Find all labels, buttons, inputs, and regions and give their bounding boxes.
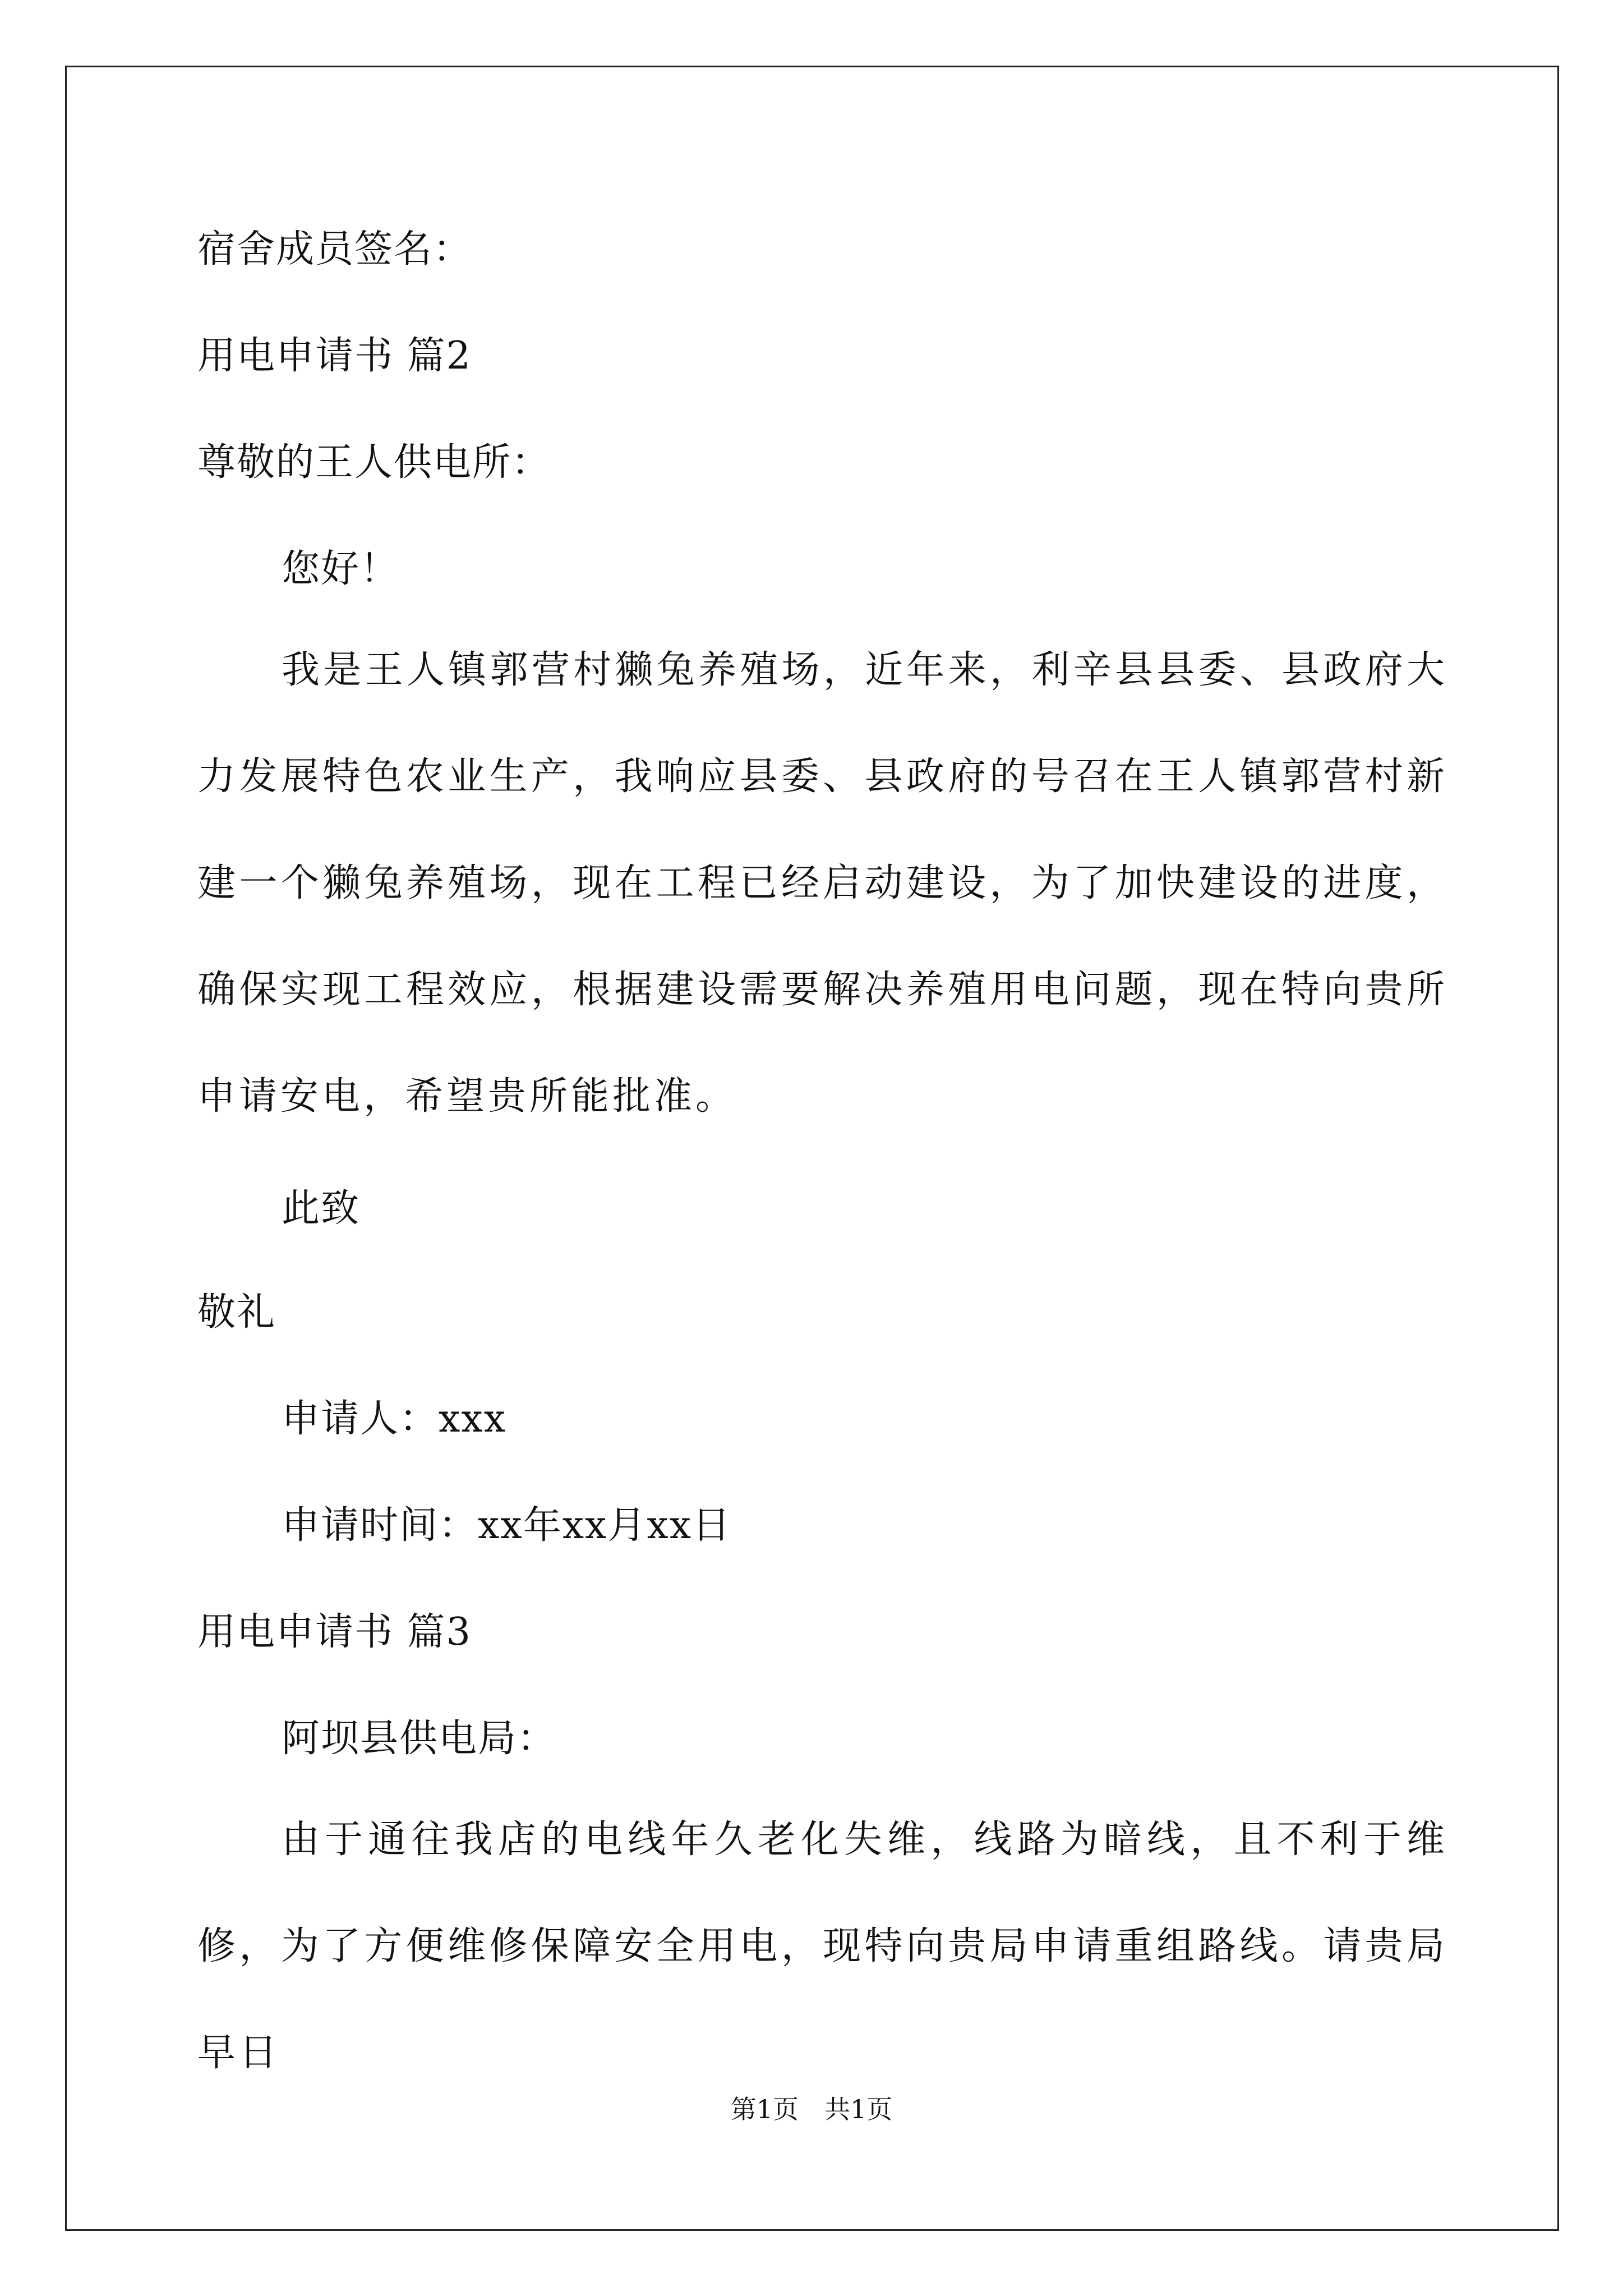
closing-line-1: 此致: [282, 1186, 361, 1231]
salutation-2: 尊敬的王人供电所：: [197, 440, 551, 485]
date-line: 申请时间：xx年xx月xx日: [282, 1503, 732, 1548]
section-title-3: 用电申请书 篇3: [197, 1610, 472, 1654]
page-footer: 第1页 共1页: [730, 2094, 893, 2124]
signature-line: 宿舍成员签名：: [197, 227, 473, 272]
section-title-2: 用电申请书 篇2: [197, 334, 472, 378]
closing-line-2: 敬礼: [197, 1290, 276, 1335]
body-paragraph-3: 由于通往我店的电线年久老化失维，线路为暗线，且不利于维修，为了方便维修保障安全用电，现特向贵局申请重组路线。请贵局早日: [197, 1818, 1448, 2075]
body-paragraph-2: 我是王人镇郭营村獭兔养殖场，近年来，利辛县县委、县政府大力发展特色农业生产，我响应县委、县政府的号召在王人镇郭营村新建一个獭兔养殖场，现在工程已经启动建设，为了加快建设的进度，确保实现工程效应，根据建设需要解决养殖用电问题，现在特向贵所申请安电，希望贵所能批准。: [197, 648, 1448, 1119]
salutation-3: 阿坝县供电局：: [282, 1717, 557, 1761]
greeting: 您好！: [282, 547, 400, 591]
applicant-line: 申请人：xxx: [282, 1397, 507, 1441]
